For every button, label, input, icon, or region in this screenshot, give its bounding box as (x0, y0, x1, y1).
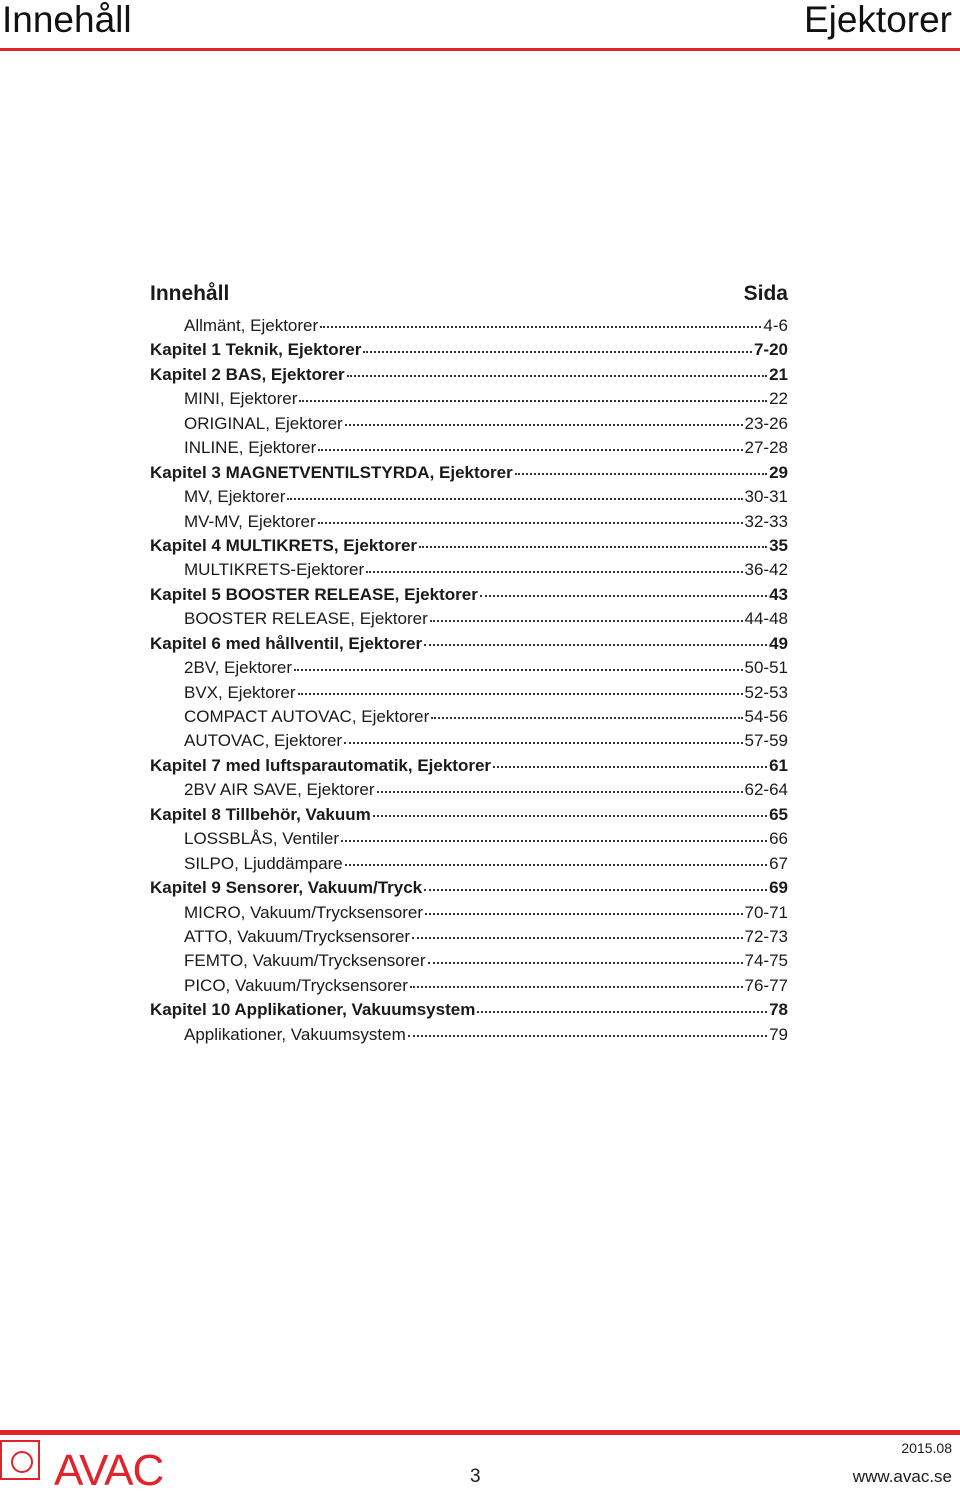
toc-chapter-entry[interactable] (150, 876, 788, 900)
toc-entry-label: Kapitel 1 Teknik, Ejektorer (150, 340, 362, 360)
toc-dot-leader (318, 521, 743, 524)
toc-entry-page: 50-51 (744, 658, 788, 678)
footer-url[interactable]: www.avac.se (852, 1467, 952, 1486)
toc-entry-label: FEMTO, Vakuum/Trycksensorer (184, 951, 426, 971)
toc-entry-page: 57-59 (744, 731, 788, 751)
toc-entry-label: MULTIKRETS-Ejektorer (184, 560, 365, 580)
toc-entry-label: MINI, Ejektorer (184, 389, 298, 409)
toc-dot-leader (515, 472, 767, 475)
toc-sub-entry[interactable] (150, 949, 788, 973)
table-of-contents (150, 282, 788, 1047)
toc-chapter-entry[interactable] (150, 583, 788, 607)
toc-dot-leader (344, 741, 742, 744)
header-right-title: Ejektorer (803, 0, 952, 40)
toc-chapter-entry[interactable] (150, 998, 788, 1022)
toc-heading: Innehåll (150, 282, 230, 305)
header-left-title: Innehåll (2, 0, 132, 40)
toc-entry-label: Kapitel 2 BAS, Ejektorer (150, 364, 345, 384)
toc-entry-page: 22 (769, 389, 788, 409)
toc-dot-leader (294, 668, 742, 671)
toc-dot-leader (366, 570, 742, 573)
toc-entry-page: 35 (769, 535, 788, 555)
toc-chapter-entry[interactable] (150, 754, 788, 778)
toc-entry-page: 54-56 (744, 707, 788, 726)
toc-entry-page: 32-33 (744, 511, 788, 531)
toc-sub-entry[interactable] (150, 607, 788, 631)
toc-entry-page: 70-71 (744, 902, 788, 922)
toc-entry-label: PICO, Vakuum/Trycksensorer (184, 975, 408, 995)
toc-entry-label: ATTO, Vakuum/Trycksensorer (184, 926, 411, 946)
toc-entry-label: BVX, Ejektorer (184, 682, 296, 702)
toc-dot-leader (425, 912, 743, 915)
toc-chapter-entry[interactable] (150, 803, 788, 827)
toc-page-heading: Sida (743, 282, 788, 305)
toc-entry-label: Kapitel 5 BOOSTER RELEASE, Ejektorer (150, 584, 478, 604)
toc-sub-entry[interactable] (150, 558, 788, 582)
toc-entry-label: Kapitel 9 Sensorer, Vakuum/Tryck (150, 878, 423, 898)
toc-dot-leader (493, 765, 767, 768)
toc-sub-entry[interactable] (150, 656, 788, 680)
toc-dot-leader (430, 619, 743, 622)
toc-sub-entry[interactable] (150, 827, 788, 851)
toc-dot-leader (412, 936, 742, 939)
toc-entry-label: SILPO, Ljuddämpare (184, 853, 343, 873)
toc-dot-leader (408, 1034, 767, 1037)
toc-dot-leader (320, 325, 761, 328)
toc-dot-leader (480, 594, 767, 597)
toc-sub-entry[interactable] (150, 436, 788, 460)
toc-entry-page: 4-6 (763, 316, 788, 335)
toc-entry-label: MV, Ejektorer (184, 487, 286, 507)
toc-entry-label: Kapitel 6 med hållventil, Ejektorer (150, 633, 423, 653)
toc-entry-label: AUTOVAC, Ejektorer (184, 731, 343, 751)
toc-entry-label: Kapitel 7 med luftsparautomatik, Ejektorer (150, 755, 492, 775)
toc-entry-page: 78 (769, 1000, 788, 1020)
toc-entry-label: Kapitel 10 Applikationer, Vakuumsystem (150, 1000, 476, 1020)
toc-entry-page: 49 (769, 633, 788, 653)
toc-dot-leader (428, 961, 743, 964)
toc-sub-entry[interactable] (150, 852, 788, 876)
toc-entry-page: 65 (769, 804, 788, 824)
toc-entry-page: 27-28 (744, 438, 788, 458)
toc-entry-label: Kapitel 8 Tillbehör, Vakuum (150, 804, 371, 824)
toc-entry-label: Applikationer, Vakuumsystem (184, 1024, 406, 1044)
toc-entry-page: 23-26 (744, 413, 788, 433)
toc-entry-page: 7-20 (753, 340, 788, 360)
toc-chapter-entry[interactable] (150, 534, 788, 558)
toc-sub-entry[interactable] (150, 314, 788, 338)
toc-sub-entry[interactable] (150, 412, 788, 436)
toc-entry-page: 76-77 (744, 975, 788, 995)
toc-entry-page: 66 (769, 829, 788, 849)
toc-entry-label: LOSSBLÅS, Ventiler (184, 829, 339, 849)
toc-sub-entry[interactable] (150, 485, 788, 509)
toc-entry-label: BOOSTER RELEASE, Ejektorer (184, 609, 428, 629)
toc-header (150, 282, 788, 312)
toc-sub-entry[interactable] (150, 901, 788, 925)
footer-corner-box (0, 1440, 40, 1480)
toc-sub-entry[interactable] (150, 925, 788, 949)
toc-dot-leader (298, 692, 743, 695)
toc-entry-page: 21 (769, 364, 788, 384)
toc-dot-leader (287, 497, 742, 500)
toc-sub-entry[interactable] (150, 510, 788, 534)
toc-dot-leader (377, 790, 743, 793)
toc-entry-page: 61 (769, 755, 788, 775)
toc-entry-page: 52-53 (744, 682, 788, 702)
toc-sub-entry[interactable] (150, 974, 788, 998)
toc-sub-entry[interactable] (150, 1023, 788, 1047)
toc-entry-page: 74-75 (744, 951, 788, 971)
toc-sub-entry[interactable] (150, 729, 788, 753)
page-number: 3 (470, 1466, 481, 1487)
toc-sub-entry[interactable] (150, 681, 788, 705)
toc-entry-page: 69 (769, 878, 788, 898)
toc-entry-label: Allmänt, Ejektorer (184, 316, 319, 335)
toc-chapter-entry[interactable] (150, 363, 788, 387)
toc-entry-page: 30-31 (744, 487, 788, 507)
toc-entry-page: 79 (769, 1024, 788, 1044)
toc-entry-label: Kapitel 4 MULTIKRETS, Ejektorer (150, 535, 418, 555)
toc-entry-label: Kapitel 3 MAGNETVENTILSTYRDA, Ejektorer (150, 462, 513, 482)
toc-entry-label: 2BV AIR SAVE, Ejektorer (184, 780, 375, 800)
toc-entry-label: ORIGINAL, Ejektorer (184, 413, 343, 433)
toc-dot-leader (299, 399, 767, 402)
toc-dot-leader (341, 839, 767, 842)
toc-entry-page: 29 (769, 462, 788, 482)
footer-date: 2015.08 (901, 1440, 952, 1456)
toc-entry-page: 44-48 (744, 609, 788, 629)
toc-entry-label: MV-MV, Ejektorer (184, 511, 316, 531)
toc-dot-leader (424, 888, 767, 891)
toc-dot-leader (431, 716, 742, 719)
toc-dot-leader (477, 1010, 767, 1013)
footer-divider (0, 1430, 960, 1435)
toc-entry-page: 72-73 (744, 926, 788, 946)
toc-chapter-entry[interactable] (150, 461, 788, 485)
header-divider (0, 48, 960, 51)
toc-dot-leader (419, 545, 767, 548)
toc-chapter-entry[interactable] (150, 632, 788, 656)
toc-dot-leader (345, 423, 743, 426)
toc-list (150, 314, 788, 1047)
circle-icon (11, 1451, 33, 1473)
avac-logo: AVAC (54, 1446, 164, 1495)
toc-sub-entry[interactable] (150, 778, 788, 802)
toc-dot-leader (410, 985, 743, 988)
toc-entry-page: 62-64 (744, 780, 788, 800)
toc-dot-leader (347, 374, 767, 377)
toc-entry-label: MICRO, Vakuum/Trycksensorer (184, 902, 423, 922)
toc-entry-page: 36-42 (744, 560, 788, 580)
toc-entry-label: 2BV, Ejektorer (184, 658, 293, 678)
toc-dot-leader (424, 643, 767, 646)
toc-chapter-entry[interactable] (150, 338, 788, 362)
toc-entry-page: 43 (769, 584, 788, 604)
toc-sub-entry[interactable] (150, 705, 788, 729)
toc-dot-leader (373, 814, 767, 817)
toc-entry-label: INLINE, Ejektorer (184, 438, 317, 458)
toc-dot-leader (318, 448, 742, 451)
toc-entry-page: 67 (769, 853, 788, 873)
toc-dot-leader (345, 863, 767, 866)
toc-entry-label: COMPACT AUTOVAC, Ejektorer (184, 707, 430, 726)
toc-dot-leader (363, 350, 752, 353)
toc-sub-entry[interactable] (150, 387, 788, 411)
